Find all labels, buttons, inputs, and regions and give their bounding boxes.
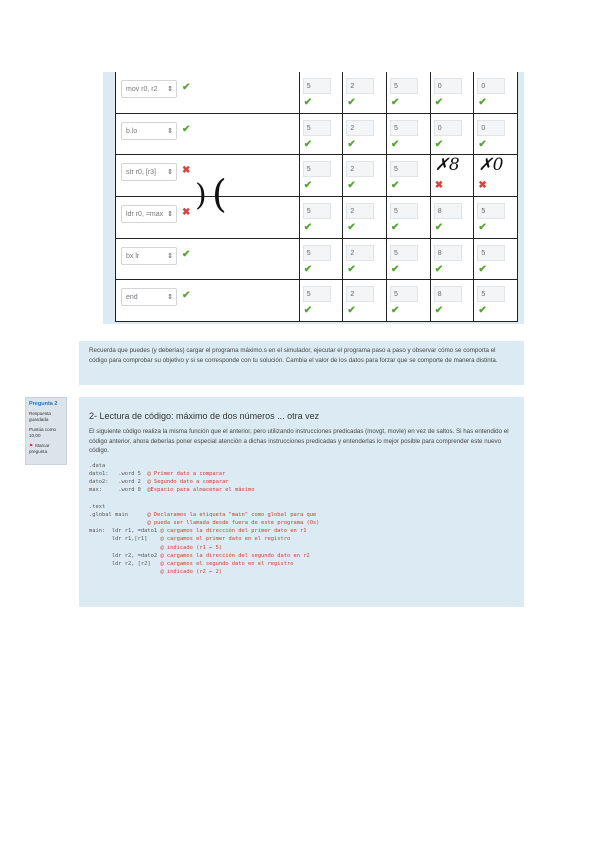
trace-row: [116, 238, 518, 280]
check-icon: ✔: [391, 138, 400, 150]
value-input[interactable]: 5: [390, 161, 418, 177]
value-cell: [299, 238, 343, 280]
value-cell: [299, 280, 343, 322]
check-icon: ✔: [478, 97, 487, 108]
instruction-cell: [116, 72, 300, 113]
check-icon: ✔: [347, 263, 356, 275]
code-text: .global main: [89, 511, 148, 518]
code-text: max: .word 0: [89, 487, 148, 494]
check-icon: ✔: [303, 263, 313, 275]
updown-arrow-icon: ⇕: [167, 127, 173, 135]
instruction-select-value: str r0, [r3]: [126, 169, 156, 177]
value-input[interactable]: 8: [434, 286, 462, 302]
code-line: [89, 486, 514, 494]
value-cell: [430, 155, 474, 197]
code-listing: [89, 462, 514, 577]
cross-icon: ✖: [182, 165, 191, 177]
code-text: ldr r2, [r2]: [89, 560, 161, 567]
flag-question-link[interactable]: [29, 443, 63, 456]
code-comment: @Espacio para almacenar el máximo: [147, 487, 255, 494]
check-icon: ✔: [478, 138, 487, 150]
question-label: Pregunta 2: [29, 401, 58, 407]
trace-row: [116, 196, 518, 238]
value-cell: [343, 155, 387, 197]
value-input[interactable]: 2: [346, 245, 374, 261]
code-line: [89, 511, 514, 519]
instruction-select[interactable]: [121, 247, 177, 265]
code-text: [89, 569, 160, 575]
value-cell: [474, 196, 518, 238]
code-line: [89, 478, 514, 486]
value-input[interactable]: 2: [346, 120, 374, 136]
value-input[interactable]: 5: [477, 203, 505, 219]
code-line: [89, 552, 514, 560]
code-text: .data: [89, 462, 106, 469]
check-icon: ✔: [347, 180, 356, 192]
value-input[interactable]: 5: [303, 203, 331, 219]
check-icon: ✔: [391, 97, 400, 108]
trace-table-panel: [103, 72, 524, 324]
value-input[interactable]: 0: [434, 78, 462, 94]
trace-table: [115, 72, 518, 322]
value-cell: [430, 113, 474, 155]
instruction-select[interactable]: [121, 122, 177, 140]
code-line: [89, 544, 514, 552]
check-icon: ✔: [391, 305, 400, 317]
instruction-select[interactable]: [121, 205, 177, 223]
handwritten-bracket: (: [212, 172, 227, 216]
instruction-cell: [116, 196, 300, 238]
value-cell: [387, 196, 431, 238]
value-input[interactable]: 5: [303, 78, 331, 94]
value-cell: [430, 280, 474, 322]
code-line: [89, 462, 514, 470]
value-cell: [343, 196, 387, 238]
cross-icon: ✖: [434, 180, 444, 192]
value-input[interactable]: 5: [390, 203, 418, 219]
trace-row: [116, 155, 518, 197]
value-input[interactable]: 5: [477, 286, 505, 302]
instruction-cell: [116, 280, 300, 322]
instruction-select[interactable]: [121, 80, 177, 98]
check-icon: ✔: [391, 221, 400, 233]
code-text: ldr r2, =dato2: [89, 552, 161, 559]
value-input[interactable]: 5: [390, 120, 418, 136]
value-input[interactable]: 0: [477, 78, 505, 94]
value-cell: [387, 280, 431, 322]
code-text: .text: [89, 503, 106, 510]
code-line: [89, 535, 514, 543]
check-icon: ✔: [347, 305, 356, 317]
value-cell: [343, 113, 387, 155]
check-icon: ✔: [347, 97, 356, 108]
instruction-select-value: b.lo: [126, 127, 138, 135]
check-icon: ✔: [391, 263, 400, 275]
check-icon: ✔: [347, 138, 356, 150]
check-icon: ✔: [391, 180, 400, 192]
value-cell: [343, 280, 387, 322]
cross-icon: ✖: [478, 180, 487, 192]
value-cell: [387, 155, 431, 197]
code-comment: @ cargamos la dirección del primer dato en r1: [160, 528, 307, 535]
code-line: [89, 519, 514, 527]
handwritten-value: ✗0: [478, 155, 504, 176]
question-text: El siguiente código realiza la misma función que el anterior, pero utilizando instrucciones predicadas (movgt, movle) en vez de saltos. Si has entendido el código anterior, ahora deberías poner especial atención a dichas instrucciones predicadas y entenderlas lo mejor posible para comprender este nuevo código.: [89, 428, 509, 454]
flag-label: Marcar pregunta: [29, 442, 50, 454]
instruction-cell: [116, 238, 300, 280]
value-cell: [430, 72, 474, 113]
value-cell: [387, 238, 431, 280]
value-cell: [474, 113, 518, 155]
question-status: Respuesta guardada: [29, 410, 51, 422]
instruction-select-value: ldr r0, =max: [126, 210, 164, 218]
trace-row: [116, 72, 518, 113]
value-input[interactable]: 2: [346, 203, 374, 219]
check-icon: ✔: [434, 221, 444, 233]
question-score: Puntúa como 10,00: [29, 426, 57, 438]
check-icon: ✔: [478, 221, 487, 233]
code-comment: @ Primer dato a comparar: [147, 470, 226, 477]
instruction-select-value: end: [126, 294, 138, 302]
code-comment: @ Segundo dato a comparar: [147, 478, 229, 485]
value-cell: [299, 155, 343, 197]
value-input[interactable]: 5: [390, 245, 418, 261]
value-input[interactable]: 0: [477, 120, 505, 136]
check-icon: ✔: [478, 263, 487, 275]
code-text: [89, 545, 160, 551]
check-icon: ✔: [434, 97, 444, 108]
question-title: 2- Lectura de código: máximo de dos números ... otra vez: [89, 411, 320, 421]
value-cell: [299, 113, 343, 155]
code-text: dato2: .word 2: [89, 478, 148, 485]
code-line: [89, 503, 514, 511]
value-cell: [299, 72, 343, 113]
value-input[interactable]: 5: [390, 78, 418, 94]
check-icon: ✔: [182, 248, 191, 260]
updown-arrow-icon: ⇕: [167, 294, 173, 302]
check-icon: ✔: [182, 290, 191, 302]
trace-row: [116, 280, 518, 322]
instruction-select-value: bx lr: [126, 252, 140, 260]
code-comment: @ Declaramos la etiqueta "main" como global para que: [147, 511, 317, 518]
check-icon: ✔: [434, 263, 444, 275]
value-cell: [299, 196, 343, 238]
value-cell: [430, 196, 474, 238]
value-input[interactable]: 5: [477, 245, 505, 261]
instruction-select[interactable]: [121, 163, 177, 181]
value-cell: [474, 238, 518, 280]
code-comment: @ cargamos el segundo dato en el registro: [160, 560, 294, 567]
value-cell: [430, 238, 474, 280]
value-cell: [474, 72, 518, 113]
code-text: main: ldr r1, =dato1: [89, 528, 161, 535]
value-cell: [343, 238, 387, 280]
code-text: dato1: .word 5: [89, 470, 148, 477]
value-input[interactable]: 2: [346, 286, 374, 302]
check-icon: ✔: [182, 123, 191, 135]
code-line: [89, 527, 514, 535]
code-line: [89, 560, 514, 568]
value-input[interactable]: 0: [434, 120, 462, 136]
updown-arrow-icon: ⇕: [167, 169, 173, 177]
instruction-cell: [116, 113, 300, 155]
instruction-select-value: mov r0, r2: [126, 86, 158, 93]
reminder-text: Recuerda que puedes (y deberías) cargar el programa máximo.s en el simulador, ejecutar el programa paso a paso y observar cómo se comporta el código para comprobar su objetivo y si se corresponde con tu solución. Cambia el valor de los datos para forzar que se comporte de manera distinta.: [89, 347, 498, 364]
check-icon: ✔: [303, 180, 313, 192]
check-icon: ✔: [434, 138, 444, 150]
handwritten-value: ✗8: [434, 155, 460, 176]
code-line: [89, 568, 514, 576]
value-input[interactable]: 5: [303, 245, 331, 261]
code-text: ldr r1,[r1]: [89, 536, 161, 543]
instruction-cell: [116, 155, 300, 197]
check-icon: ✔: [303, 221, 313, 233]
value-input[interactable]: 5: [303, 120, 331, 136]
value-cell: [474, 155, 518, 197]
value-cell: [387, 72, 431, 113]
code-comment: @ indicado (r2 ← 2): [160, 569, 223, 576]
updown-arrow-icon: ⇕: [167, 252, 173, 260]
code-comment: @ pueda ser llamada desde fuera de este programa (Os): [147, 519, 320, 526]
flag-icon: ⚑: [29, 442, 34, 448]
code-comment: @ cargamos la dirección del segundo dato en r2: [160, 552, 310, 559]
reminder-note: [79, 341, 524, 385]
value-cell: [387, 113, 431, 155]
code-comment: @ indicado (r1 ← 5): [160, 544, 223, 551]
value-input[interactable]: 2: [346, 161, 374, 177]
check-icon: ✔: [303, 97, 313, 108]
value-cell: [343, 72, 387, 113]
code-text: [89, 520, 147, 526]
check-icon: ✔: [347, 221, 356, 233]
check-icon: ✔: [303, 305, 313, 317]
cross-icon: ✖: [182, 206, 191, 218]
handwritten-bracket: ): [195, 178, 207, 213]
instruction-select[interactable]: [121, 288, 177, 306]
code-line: [89, 470, 514, 478]
check-icon: ✔: [478, 305, 487, 317]
check-icon: ✔: [303, 138, 313, 150]
value-input[interactable]: 5: [390, 286, 418, 302]
code-line: [89, 494, 514, 502]
value-input[interactable]: 8: [434, 245, 462, 261]
value-cell: [474, 280, 518, 322]
check-icon: ✔: [434, 305, 444, 317]
trace-row: [116, 113, 518, 155]
question-panel: [79, 397, 524, 607]
value-input[interactable]: 8: [434, 203, 462, 219]
updown-arrow-icon: ⇕: [167, 210, 173, 218]
code-comment: @ cargamos el primer dato en el registro: [160, 536, 291, 543]
updown-arrow-icon: ⇕: [167, 86, 173, 93]
question-info-box: [25, 397, 67, 465]
value-input[interactable]: 5: [303, 161, 331, 177]
value-input[interactable]: 5: [303, 286, 331, 302]
check-icon: ✔: [182, 82, 191, 93]
value-input[interactable]: 2: [346, 78, 374, 94]
